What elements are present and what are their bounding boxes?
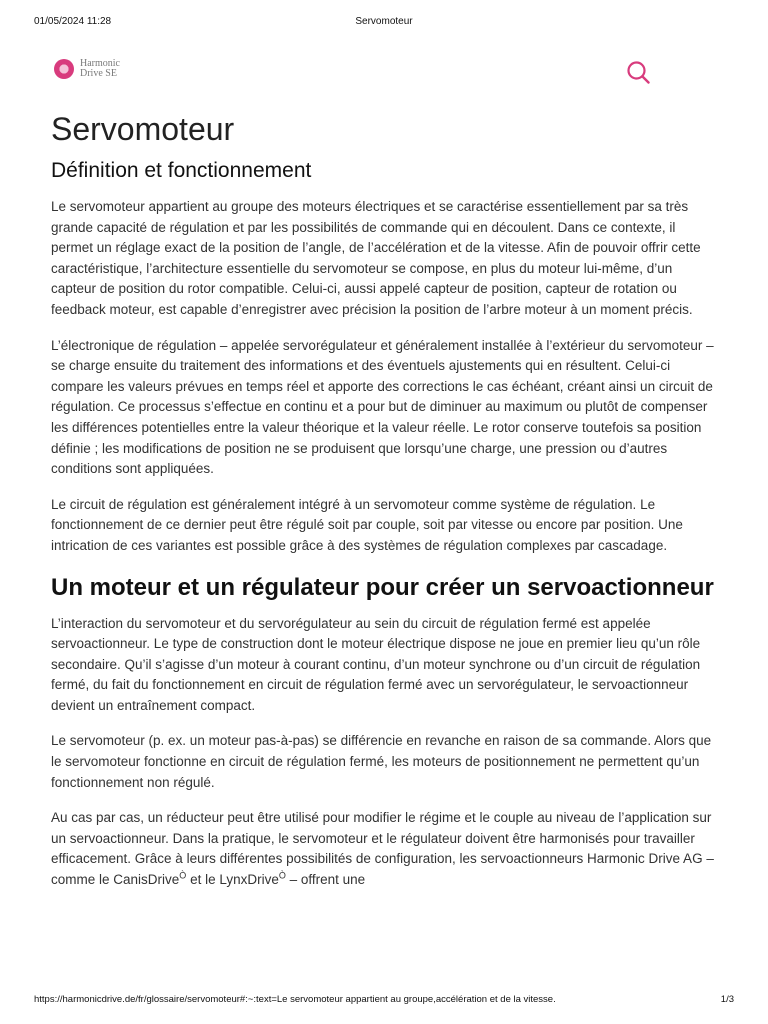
section-heading: Un moteur et un régulateur pour créer un servoactionneur <box>51 573 714 601</box>
logo-text <box>80 59 120 79</box>
paragraph: Le servomoteur appartient au groupe des moteurs électriques et se caractérise essentiellement par sa très grande capacité de régulation et par les possibilités de commande qui en découlent. Dans ce contexte, il permet un réglage exact de la position de l’angle, de l’accélération et de la vitesse. Afin de pouvoir offrir cette caractéristique, l’architecture essentielle du servomoteur se compose, en plus du moteur lui-même, d’un capteur de position du rotor compatible. Celui-ci, aussi appelé capteur de position, capteur de rotation ou feedback moteur, est capable d’enregistrer avec précision la position de l’arbre moteur à un moment précis. <box>51 199 701 317</box>
article <box>51 108 719 906</box>
paragraph-text: – offrent une <box>285 872 366 888</box>
paragraph: L’interaction du servomoteur et du servorégulateur au sein du circuit de régulation fermé est appelée servoactionneur. Le type de construction dont le moteur électrique dispose ne joue en premier lieu qu’un rôle secondaire. Qu’il s’agisse d’un moteur à courant continu, d’un moteur synchrone ou d’un circuit de régulation fermé, du fait du fonctionnement en circuit de régulation fermé avec un servorégulateur, le servoactionneur devient un entraînement compact. <box>51 615 701 713</box>
site-logo[interactable] <box>54 59 120 79</box>
page-number: 1/3 <box>720 994 734 1005</box>
print-footer <box>34 994 734 1008</box>
paragraph-last <box>51 808 719 890</box>
paragraph: L’électronique de régulation – appelée servorégulateur et généralement installée à l’extérieur du servomoteur – se charge ensuite du traitement des informations et des éventuels ajustements qui en résultent. Celui-ci compare les valeurs prévues en temps réel et apporte des corrections le cas échéant, créant ainsi un circuit de régulation. Ce processus s’effectue en continu et a pour but de diminuer au maximum ou plutôt de compenser les différences potentielles entre la valeur théorique et la valeur réelle. Le rotor conserve toutefois sa position définie ; les modifications de position ne se produisent que lorsqu’une charge, une pression ou d’autres conditions sont appliquées. <box>51 337 714 477</box>
print-url: https://harmonicdrive.de/fr/glossaire/servomoteur#:~:text=Le servomoteur appartient au groupe,accélération et de la vitesse. <box>34 994 556 1005</box>
logo-line-1: Harmonic <box>80 58 120 69</box>
page-title: Servomoteur <box>51 111 235 147</box>
print-title: Servomoteur <box>355 16 413 27</box>
print-header <box>34 16 734 30</box>
paragraph-text: Au cas par cas, un réducteur peut être utilisé pour modifier le régime et le couple au niveau de l’application sur un servoactionneur. Dans la pratique, le servomoteur et le régulateur doivent être harmonisés pour travailler efficacement. Grâce à leurs différentes possibilités de configuration, les servoactionneurs Harmonic Drive AG – comme le CanisDrive <box>51 810 714 888</box>
search-icon[interactable] <box>626 60 650 84</box>
article-subtitle: Définition et fonctionnement <box>51 159 312 182</box>
paragraph: Le servomoteur (p. ex. un moteur pas-à-pas) se différencie en revanche en raison de sa commande. Alors que le servomoteur fonctionne en circuit de régulation fermé, les moteurs de positionnement ne permettent qu’un fonctionnement non régulé. <box>51 733 712 790</box>
paragraph: Le circuit de régulation est généralement intégré à un servomoteur comme système de régulation. Le fonctionnement de ce dernier peut être régulé soit par couple, soit par vitesse ou encore par position. Une intrication de ces variantes est possible grâce à des systèmes de régulation complexes par cascadage. <box>51 496 683 553</box>
trademark-mark: Ò <box>179 870 187 881</box>
print-datetime: 01/05/2024 11:28 <box>34 16 112 27</box>
logo-line-2: Drive SE <box>80 68 117 79</box>
trademark-mark: Ò <box>278 870 286 881</box>
logo-icon <box>54 59 74 79</box>
paragraph-text: et le LynxDrive <box>186 872 279 888</box>
site-header <box>54 56 650 86</box>
